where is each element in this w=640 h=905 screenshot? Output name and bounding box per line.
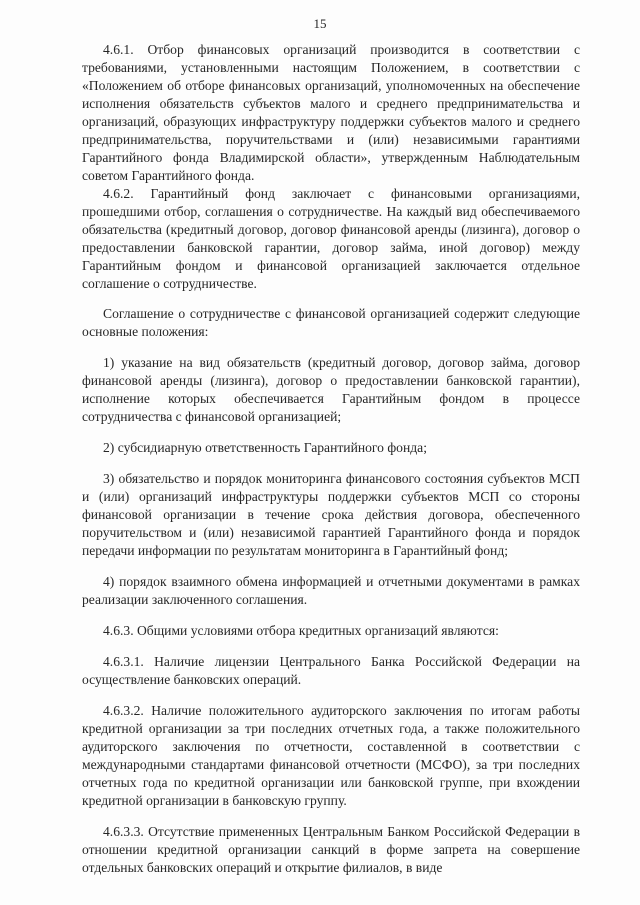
page-number: 15 [313,16,327,31]
list-item-2: 2) субсидиарную ответственность Гарантийного фонда; [103,440,427,455]
document-body [82,41,580,877]
paragraph-agreement-intro: Соглашение о сотрудничестве с финансовой организацией содержит следующие основные положения: [82,306,580,339]
list-item-3: 3) обязательство и порядок мониторинга финансового состояния субъектов МСП и (или) организаций инфраструктуры поддержки субъектов МСП со стороны финансовой организации в течение срока действия договора, обеспеченного поручительством и (или) независимой гарантией Гарантийного фонда и порядок передачи информации по результатам мониторинга в Гарантийный фонд; [82,471,580,558]
paragraph-4-6-1: 4.6.1. Отбор финансовых организаций производится в соответствии с требованиями, установленными настоящим Положением, в соответствии с «Положением об отборе финансовых организаций, уполномоченных на обеспечение исполнения обязательств субъектов малого и среднего предпринимательства и организаций, образующих инфраструктуру поддержки субъектов малого и среднего предпринимательства, поручительствами и (или) независимыми гарантиями Гарантийного фонда Владимирской области», утвержденным Наблюдательным советом Гарантийного фонда. [82,42,580,183]
paragraph-4-6-3-3: 4.6.3.3. Отсутствие примененных Центральным Банком Российской Федерации в отношении кредитной организации санкций в форме запрета на совершение отдельных банковских операций и открытие филиалов, в виде [82,824,580,875]
paragraph-4-6-3-2: 4.6.3.2. Наличие положительного аудиторского заключения по итогам работы кредитной организации за три последних отчетных года, а также положительного аудиторского заключения по отчетности, составленной в соответствии с международными стандартами финансовой отчетности (МСФО), за три последних отчетных года по кредитной организации или банковской группе, при вхождении кредитной организации в банковскую группу. [82,703,580,808]
list-item-4: 4) порядок взаимного обмена информацией и отчетными документами в рамках реализации заключенного соглашения. [82,574,580,607]
paragraph-4-6-3: 4.6.3. Общими условиями отбора кредитных организаций являются: [103,623,499,638]
list-item-1: 1) указание на вид обязательств (кредитный договор, договор займа, договор финансовой аренды (лизинга), договор о предоставлении банковской гарантии), исполнение которых обеспечивается Гарантийным фондом в процессе сотрудничества с финансовой организацией; [82,355,580,424]
paragraph-4-6-3-1: 4.6.3.1. Наличие лицензии Центрального Банка Российской Федерации на осуществление банковских операций. [82,654,580,687]
paragraph-4-6-2: 4.6.2. Гарантийный фонд заключает с финансовыми организациями, прошедшими отбор, соглашения о сотрудничестве. На каждый вид обеспечиваемого обязательства (кредитный договор, договор финансовой аренды (лизинга), договор о предоставлении банковской гарантии, договор займа, иной договор) между Гарантийным фондом и финансовой организацией заключается отдельное соглашение о сотрудничестве. [82,186,580,291]
